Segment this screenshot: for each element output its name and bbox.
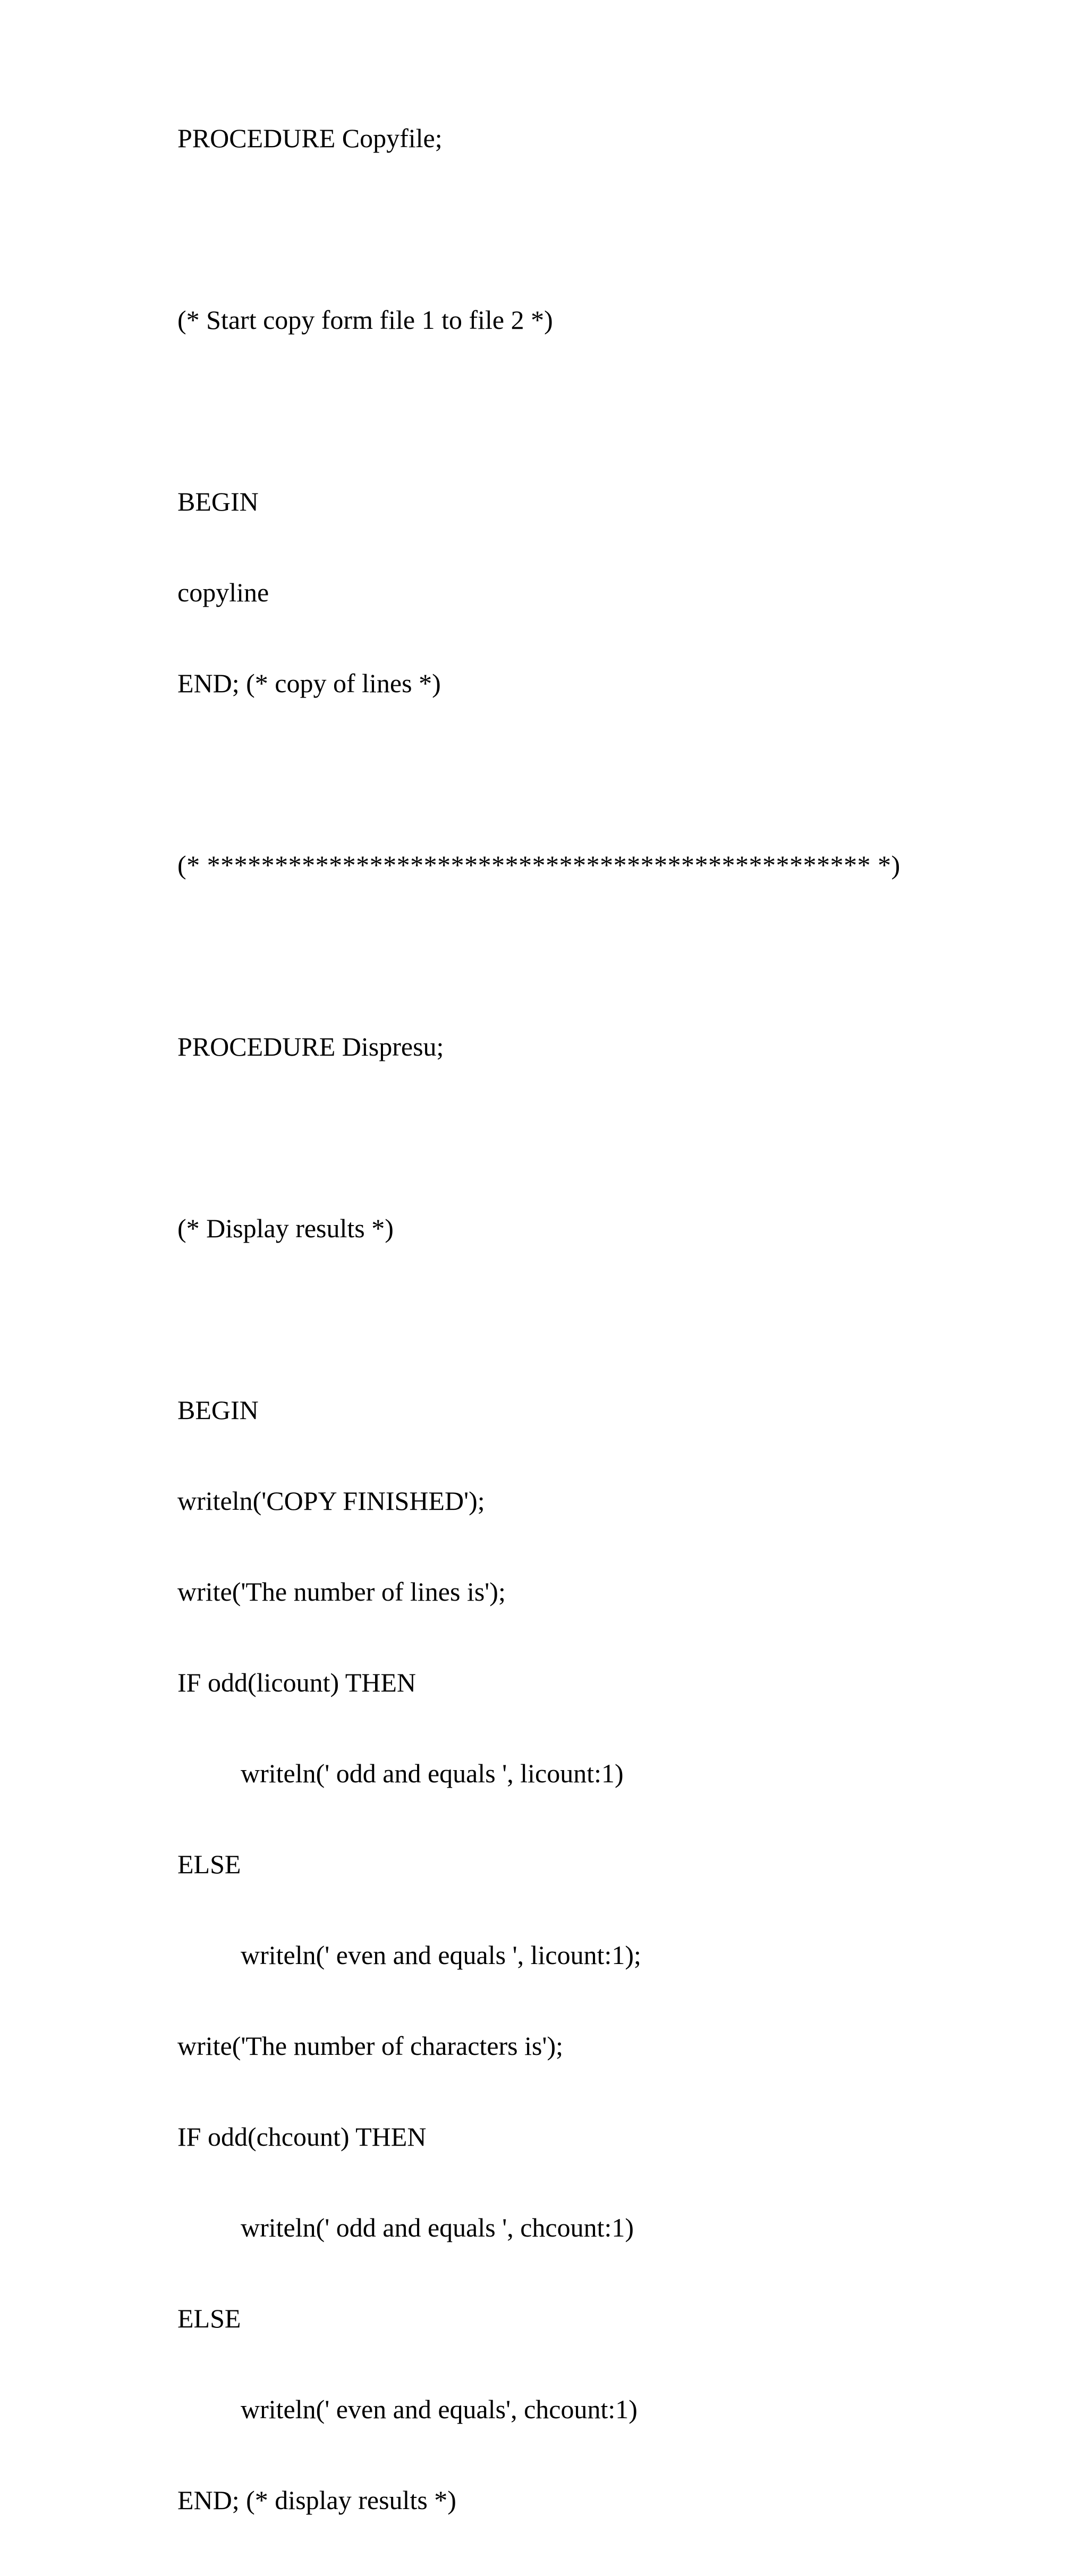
- blank-line: [177, 396, 1017, 426]
- copyline-statement: copyline: [177, 577, 269, 607]
- separator-comment: (* ************************************************* *): [177, 850, 900, 880]
- copyfile-end: END; (* copy of lines *): [177, 668, 441, 698]
- if-odd-chcount: IF odd(chcount) THEN: [177, 2122, 427, 2152]
- writeln-odd-licount: writeln(' odd and equals ', licount:1): [241, 1758, 624, 1788]
- blank-line: [177, 1123, 1017, 1153]
- begin-keyword: BEGIN: [177, 1395, 259, 1425]
- else-keyword: ELSE: [177, 2303, 241, 2333]
- dispresu-comment: (* Display results *): [177, 1213, 394, 1243]
- procedure-copyfile-header: PROCEDURE Copyfile;: [177, 123, 443, 153]
- writeln-odd-chcount: writeln(' odd and equals ', chcount:1): [241, 2213, 634, 2242]
- writeln-copy-finished: writeln('COPY FINISHED');: [177, 1486, 485, 1516]
- procedure-dispresu-header: PROCEDURE Dispresu;: [177, 1032, 444, 1061]
- blank-line: [177, 214, 1017, 244]
- copyfile-comment: (* Start copy form file 1 to file 2 *): [177, 305, 553, 335]
- pascal-code-listing: [177, 63, 1017, 2576]
- if-odd-licount: IF odd(licount) THEN: [177, 1668, 416, 1697]
- blank-line: [177, 759, 1017, 789]
- blank-line: [177, 1304, 1017, 1334]
- begin-keyword: BEGIN: [177, 487, 259, 516]
- writeln-even-licount: writeln(' even and equals ', licount:1);: [241, 1940, 641, 1970]
- blank-line: [177, 941, 1017, 971]
- else-keyword: ELSE: [177, 1849, 241, 1879]
- write-lines-label: write('The number of lines is');: [177, 1577, 506, 1606]
- dispresu-end: END; (* display results *): [177, 2485, 456, 2515]
- write-characters-label: write('The number of characters is');: [177, 2031, 564, 2061]
- writeln-even-chcount: writeln(' even and equals', chcount:1): [241, 2394, 638, 2424]
